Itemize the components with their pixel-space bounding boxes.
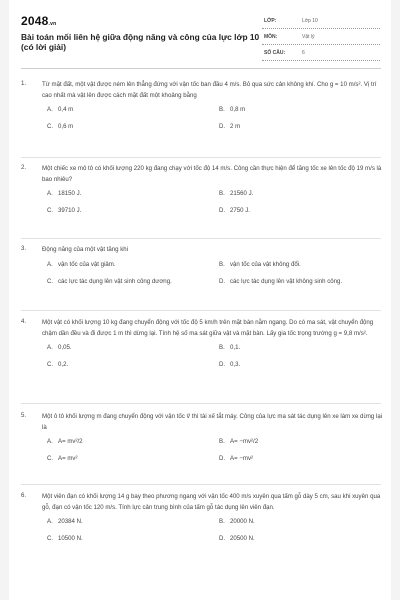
option-c[interactable] xyxy=(47,535,83,542)
option-d[interactable] xyxy=(219,535,255,542)
question-text: Một viên đạn có khối lượng 14 g bay theo phương ngang với vận tốc 400 m/s xuyên qua tấm gỗ dày 5 cm, sau khi xuyên qua gỗ, đạn có vận tốc 120 m/s. Tính lực cản trung bình của tấm gỗ tác dụng lên viên đạn. xyxy=(42,493,381,511)
question-number: 2. xyxy=(21,164,27,171)
option-text: 20384 N. xyxy=(58,518,83,525)
option-letter: B. xyxy=(219,438,225,445)
option-text: 10500 N. xyxy=(58,535,83,542)
question-number: 5. xyxy=(21,412,27,419)
option-letter: A. xyxy=(47,190,53,197)
meta-row-class xyxy=(262,16,380,29)
option-text: vận tốc của vật không đổi. xyxy=(230,260,301,268)
option-letter: D. xyxy=(219,535,226,542)
meta-row-subject xyxy=(262,32,380,45)
option-letter: A. xyxy=(47,438,53,445)
option-letter: A. xyxy=(47,518,53,525)
option-text: 18150 J. xyxy=(58,190,82,197)
option-letter: A. xyxy=(47,106,53,113)
meta-value: 6 xyxy=(302,50,305,56)
question-4 xyxy=(21,318,383,378)
option-b[interactable] xyxy=(219,106,245,113)
document-title: Bài toán mối liên hệ giữa động năng và công của lực lớp 10 (có lời giải) xyxy=(21,32,260,52)
option-letter: C. xyxy=(47,277,54,285)
document-meta xyxy=(262,16,380,64)
option-text: 0,05. xyxy=(58,344,72,351)
meta-value: Vật lý xyxy=(302,34,315,40)
options xyxy=(42,344,383,378)
option-b[interactable] xyxy=(219,190,253,197)
option-text: 0,2. xyxy=(58,361,69,368)
question-number: 1. xyxy=(21,80,27,87)
document-header xyxy=(21,14,381,60)
option-text: 0,6 m xyxy=(58,123,74,130)
header-divider xyxy=(21,68,381,69)
option-letter: C. xyxy=(47,123,54,130)
question-5 xyxy=(21,412,383,472)
option-a[interactable] xyxy=(47,438,83,445)
option-text: vận tốc của vật giảm. xyxy=(58,260,116,268)
option-text: 21560 J. xyxy=(230,190,254,197)
option-b[interactable] xyxy=(219,261,301,268)
meta-label: LỚP: xyxy=(264,18,277,24)
option-text: A= mv² xyxy=(58,455,78,462)
question-divider xyxy=(21,310,381,311)
option-letter: C. xyxy=(47,207,54,214)
site-logo[interactable] xyxy=(21,14,56,28)
meta-row-count xyxy=(262,48,380,61)
question-text: Từ mặt đất, một vật được ném lên thẳng đứng với vận tốc ban đầu 4 m/s. Bỏ qua sức cản không khí. Cho g = 10 m/s². Vị trí cao nhất mà vật lên được cách mặt đất một khoảng bằng xyxy=(42,81,377,99)
option-text: A= −mv²/2 xyxy=(230,438,259,445)
options xyxy=(42,190,383,224)
option-text: 20000 N. xyxy=(230,518,255,525)
question-3 xyxy=(21,245,383,295)
option-a[interactable] xyxy=(47,190,81,197)
option-text: A= −mv² xyxy=(230,455,254,462)
option-text: 0,3. xyxy=(230,361,241,368)
option-letter: C. xyxy=(47,535,54,542)
option-letter: A. xyxy=(47,344,53,351)
option-text: A= mv²/2 xyxy=(58,438,83,445)
option-letter: D. xyxy=(219,361,226,368)
option-c[interactable] xyxy=(47,278,172,285)
option-letter: B. xyxy=(219,106,225,113)
option-letter: D. xyxy=(219,277,226,285)
option-c[interactable] xyxy=(47,361,68,368)
option-letter: D. xyxy=(219,207,226,214)
question-number: 6. xyxy=(21,492,27,499)
option-a[interactable] xyxy=(47,106,73,113)
option-d[interactable] xyxy=(219,361,240,368)
option-letter: A. xyxy=(47,260,53,268)
options xyxy=(42,438,383,472)
option-letter: D. xyxy=(219,455,226,462)
option-d[interactable] xyxy=(219,123,240,130)
question-number: 3. xyxy=(21,245,27,252)
option-b[interactable] xyxy=(219,344,240,351)
option-c[interactable] xyxy=(47,455,77,462)
logo-tld: .vn xyxy=(48,21,57,27)
question-divider xyxy=(21,157,381,158)
option-d[interactable] xyxy=(219,207,250,214)
option-text: 0,4 m xyxy=(58,106,74,113)
option-b[interactable] xyxy=(219,518,255,525)
option-text: các lực tác dụng lên vật sinh công dương. xyxy=(58,277,172,285)
option-a[interactable] xyxy=(47,344,72,351)
option-a[interactable] xyxy=(47,518,83,525)
meta-value: Lớp 10 xyxy=(302,18,318,24)
option-letter: B. xyxy=(219,190,225,197)
option-c[interactable] xyxy=(47,123,73,130)
option-text: 0,1. xyxy=(230,344,241,351)
option-text: 2750 J. xyxy=(230,207,250,214)
option-letter: D. xyxy=(219,123,226,130)
question-divider xyxy=(21,403,381,404)
option-b[interactable] xyxy=(219,438,258,445)
option-text: 0,8 m xyxy=(230,106,246,113)
question-1 xyxy=(21,80,383,140)
option-letter: B. xyxy=(219,260,225,268)
options xyxy=(42,261,383,295)
question-2 xyxy=(21,164,383,224)
question-number: 4. xyxy=(21,318,27,325)
option-letter: C. xyxy=(47,361,54,368)
options xyxy=(42,518,383,552)
question-divider xyxy=(21,484,381,485)
logo-main: 2048 xyxy=(21,14,49,28)
options xyxy=(42,106,383,140)
question-text: Động năng của một vật tăng khi xyxy=(42,246,129,253)
option-text: 39710 J. xyxy=(58,207,82,214)
option-letter: B. xyxy=(219,344,225,351)
option-text: các lực tác dụng lên vật không sinh công. xyxy=(230,277,343,285)
option-c[interactable] xyxy=(47,207,81,214)
question-divider xyxy=(21,238,381,239)
question-text: Một chiếc xe mô tô có khối lượng 220 kg đang chạy với tốc độ 14 m/s. Công cần thực hiện để tăng tốc xe lên tốc độ 19 m/s là bao nhiêu? xyxy=(42,165,382,183)
meta-label: MÔN: xyxy=(264,34,278,40)
question-text: Một ô tô khối lượng m đang chuyển động với vận tốc v⃗ thì tài xế tắt máy. Công của lực ma sát tác dụng lên xe làm xe dừng lại là xyxy=(42,413,383,431)
option-d[interactable] xyxy=(219,455,253,462)
question-6 xyxy=(21,492,383,552)
option-d[interactable] xyxy=(219,278,342,285)
option-text: 20500 N. xyxy=(230,535,255,542)
option-letter: B. xyxy=(219,518,225,525)
option-text: 2 m xyxy=(230,123,241,130)
question-text: Một vật có khối lượng 10 kg đang chuyển động với tốc độ 5 km/h trên mặt bàn nằm ngang. Do có ma sát, vật chuyển động chậm dần đều và đi được 1 m thì dừng lại. Tính hệ số ma sát giữa vật và mặt bàn. Lấy gia tốc trọng trường g = 9,8 m/s². xyxy=(42,319,374,337)
document-page xyxy=(9,0,391,600)
option-letter: C. xyxy=(47,455,54,462)
option-a[interactable] xyxy=(47,261,116,268)
meta-label: SỐ CÂU: xyxy=(264,50,286,56)
